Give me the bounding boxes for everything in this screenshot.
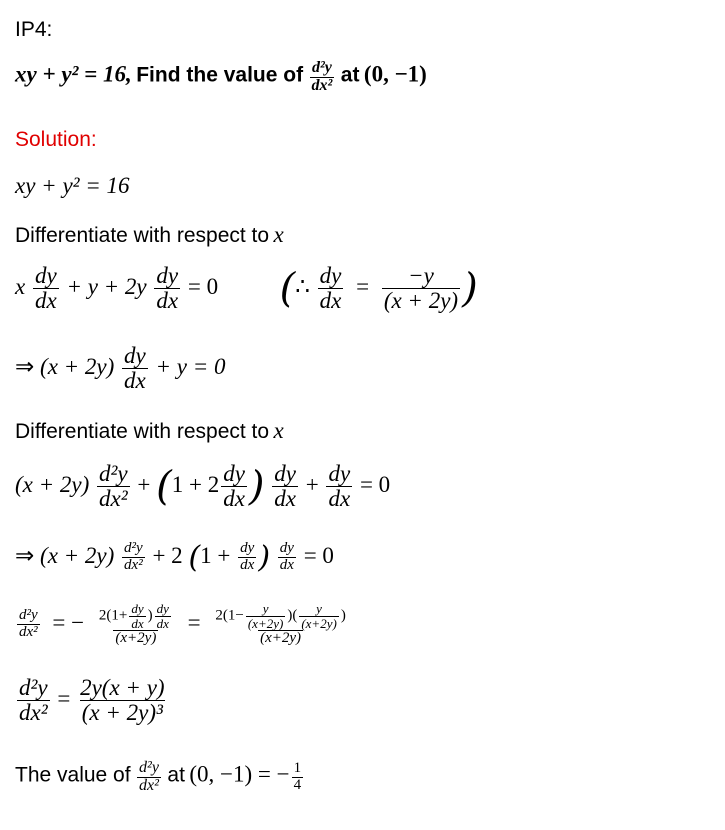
frac-den: dx xyxy=(156,615,169,631)
big-fraction-2 xyxy=(213,602,347,647)
frac-den: (x+2y) xyxy=(301,615,337,631)
equals-sign: = xyxy=(187,609,201,635)
frac-den: (x+2y) xyxy=(115,630,157,647)
dy-dx-frac xyxy=(278,541,296,574)
step-5 xyxy=(15,540,334,575)
problem-statement xyxy=(15,60,427,95)
final-answer xyxy=(15,760,305,795)
frac-den: (x+2y) xyxy=(260,630,302,647)
diff-instruction-2 xyxy=(15,418,284,444)
middle-terms: + y + 2y xyxy=(66,273,147,299)
right-paren: ) xyxy=(462,265,478,312)
problem-equation: xy + y² = 16, xyxy=(15,61,132,87)
two-one-minus: 2(1− xyxy=(215,607,244,624)
frac-num: dy xyxy=(274,461,296,486)
frac-num: −y xyxy=(408,263,434,288)
equals-neg: = − xyxy=(52,609,85,635)
close-open-paren: )( xyxy=(287,607,298,624)
frac-den: dx xyxy=(274,486,296,512)
d2y-dx2-frac xyxy=(122,541,145,574)
dy-dx-frac xyxy=(33,264,59,313)
left-paren: ( xyxy=(279,265,296,312)
frac-den: dx² xyxy=(19,700,48,726)
frac-num: dy xyxy=(328,461,351,486)
frac-den: dx² xyxy=(99,486,128,512)
x-var: x xyxy=(15,273,26,299)
dy-dx-frac xyxy=(154,264,180,313)
one-plus-two: 1 + 2 xyxy=(171,471,220,497)
at-text: at xyxy=(167,763,185,787)
y-frac xyxy=(299,602,338,630)
equals-sign: = xyxy=(57,685,71,711)
deriv-den: dx² xyxy=(311,76,333,94)
diff-var: x xyxy=(273,418,284,443)
frac-num xyxy=(97,602,175,630)
frac-den: dx xyxy=(240,557,255,573)
frac-den: dx² xyxy=(124,557,143,573)
dy-dx-frac xyxy=(326,462,352,511)
frac-num: d²y xyxy=(124,540,143,557)
answer-text: The value of xyxy=(15,763,131,787)
frac-num: dy xyxy=(319,263,342,288)
problem-point: (0, −1) xyxy=(363,61,427,87)
frac-num: dy xyxy=(279,540,294,557)
frac-num: 2y(x + y) xyxy=(80,675,165,700)
find-text: Find the value of xyxy=(136,63,304,87)
point-equals: (0, −1) = − xyxy=(189,761,290,787)
result-frac xyxy=(78,676,166,725)
frac-den: dx xyxy=(34,288,57,314)
frac-den: (x + 2y) xyxy=(383,288,459,314)
frac-den: dx xyxy=(279,557,294,573)
frac-den: dx² xyxy=(139,776,159,794)
frac-num xyxy=(213,602,347,630)
dy-dx-frac xyxy=(129,602,145,630)
step-3 xyxy=(15,344,226,393)
frac-num: 1 xyxy=(293,760,302,777)
left-paren: ( xyxy=(188,540,201,575)
plus-sign: + xyxy=(137,471,151,497)
d2y-dx2-frac xyxy=(17,676,50,725)
two-one-plus: 2(1+ xyxy=(98,607,128,624)
frac-num: d²y xyxy=(99,461,128,486)
plus-sign: + xyxy=(305,471,319,497)
right-paren: ) xyxy=(258,540,271,575)
d2y-dx2-frac xyxy=(137,760,161,795)
left-paren: ( xyxy=(156,463,172,510)
diff-text: Differentiate with respect to xyxy=(15,420,270,443)
step-6 xyxy=(15,602,350,647)
d2y-dx2-frac xyxy=(17,608,40,641)
solution-label: Solution: xyxy=(15,128,97,151)
frac-num: d²y xyxy=(19,607,38,624)
frac-den: dx xyxy=(124,368,146,394)
lhs-term: (x + 2y) xyxy=(40,542,115,568)
at-text: at xyxy=(340,63,360,87)
dy-dx-frac xyxy=(318,264,344,313)
heading: IP4: xyxy=(15,18,53,41)
result-frac xyxy=(382,264,460,313)
frac-num: dy xyxy=(124,343,146,368)
implies-symbol: ⇒ xyxy=(15,353,35,379)
frac-num: dy xyxy=(156,263,179,288)
frac-den: 4 xyxy=(293,776,302,793)
frac-den: (x+2y) xyxy=(247,615,284,631)
one-plus: 1 + xyxy=(200,542,231,568)
frac-num: y xyxy=(316,601,322,616)
frac-num: dy xyxy=(156,601,169,616)
frac-num: dy xyxy=(131,601,144,616)
dy-dx-frac xyxy=(122,344,148,393)
lhs-term: (x + 2y) xyxy=(40,353,115,379)
implies-symbol: ⇒ xyxy=(15,542,35,568)
frac-den: dx xyxy=(223,486,245,512)
therefore-symbol: ∴ xyxy=(295,273,310,299)
frac-den: dx xyxy=(156,288,179,314)
frac-den: (x + 2y)³ xyxy=(81,700,163,726)
answer-fraction xyxy=(292,761,304,794)
diff-text: Differentiate with respect to xyxy=(15,224,270,247)
dy-dx-frac xyxy=(238,541,256,574)
step-4 xyxy=(15,462,390,511)
rest-terms: + y = 0 xyxy=(155,353,226,379)
plus-two: + 2 xyxy=(152,542,183,568)
frac-den: dx xyxy=(319,288,342,314)
frac-den: dx xyxy=(328,486,351,512)
frac-num: dy xyxy=(34,263,57,288)
step-7 xyxy=(15,676,169,725)
frac-num: dy xyxy=(240,540,255,557)
diff-instruction-1 xyxy=(15,222,284,248)
frac-den: dx² xyxy=(19,624,38,641)
diff-var: x xyxy=(273,222,284,247)
frac-num: dy xyxy=(223,461,245,486)
step-2 xyxy=(15,264,478,313)
y-frac xyxy=(246,602,285,630)
frac-den: dx xyxy=(131,615,144,631)
frac-num: y xyxy=(262,601,269,616)
lhs-term: (x + 2y) xyxy=(15,471,90,497)
deriv-num: d²y xyxy=(311,59,332,76)
equals-zero: = 0 xyxy=(187,273,219,299)
dy-dx-frac xyxy=(272,462,298,511)
d2y-dx2-frac xyxy=(97,462,130,511)
dy-dx-frac xyxy=(155,602,171,630)
big-fraction-1 xyxy=(97,602,175,647)
problem-derivative xyxy=(310,60,335,95)
step-1: xy + y² = 16 xyxy=(15,173,130,198)
dy-dx-frac xyxy=(221,462,247,511)
frac-num: d²y xyxy=(19,675,48,700)
close-paren: ) xyxy=(340,607,346,624)
close-paren: ) xyxy=(147,607,153,624)
right-paren: ) xyxy=(248,463,265,510)
equals-sign: = xyxy=(356,273,370,299)
frac-num: d²y xyxy=(139,759,159,776)
equals-zero: = 0 xyxy=(303,542,334,568)
equals-zero: = 0 xyxy=(359,471,391,497)
